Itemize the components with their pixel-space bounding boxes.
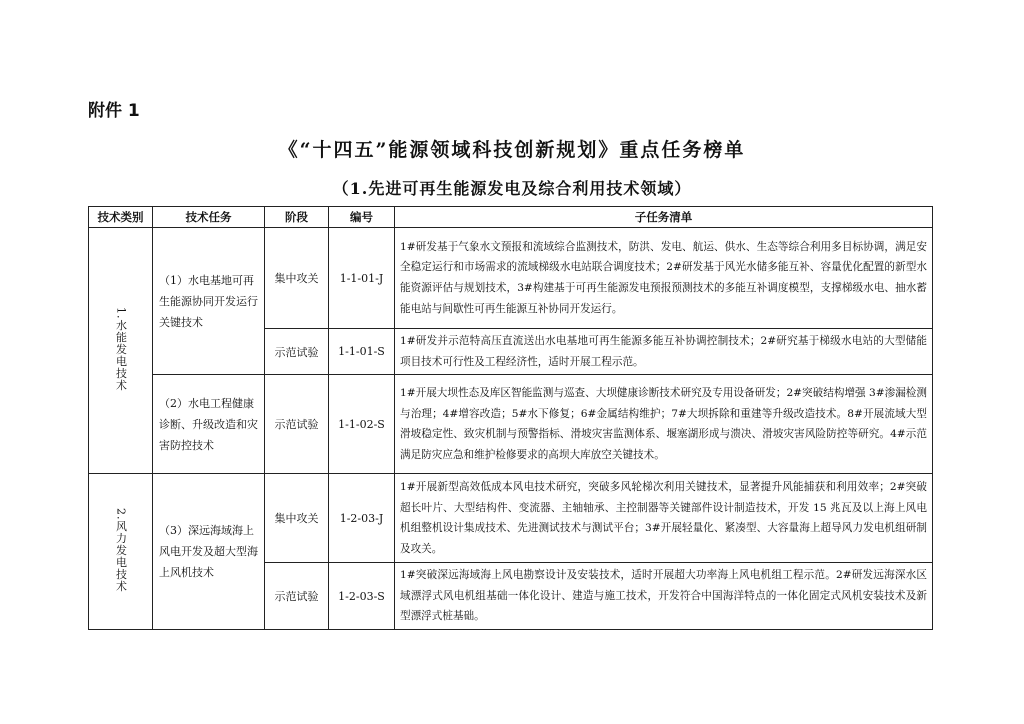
table-header-row [89,207,933,228]
task-cell: （2）水电工程健康诊断、升级改造和灾害防控技术 [153,375,265,474]
subtask-cell: 1#研发基于气象水文预报和流域综合监测技术，防洪、发电、航运、供水、生态等综合利用多目标协调，满足安全稳定运行和市场需求的流域梯级水电站联合调度技术；2#研发基于风光水储多能互补、容量优化配置的新型水能资源评估与规划技术，3#构建基于可再生能源发电预报预测技术的多能互补调度模型，支撑梯级水电、抽水蓄能电站与间歇性可再生能源互补协同开发运行。 [395,228,933,329]
code-cell: 1-1-01-S [329,329,395,375]
category-label: 1.水能发电技术 [114,306,128,392]
stage-cell: 示范试验 [265,329,329,375]
subtask-cell: 1#开展大坝性态及库区智能监测与巡查、大坝健康诊断技术研究及专用设备研发；2#突破结构增强 3#渗漏检测与治理；4#增容改造；5#水下修复；6#金属结构维护；7#大坝拆除和重建等升级改造技术。8#开展流域大型滑坡稳定性、致灾机制与预警指标、滑坡灾害监测体系、堰塞湖形成与溃决、滑坡灾害风险防控等研究。4#示范满足防灾应急和维护检修要求的高坝大库放空关键技术。 [395,375,933,474]
header-task: 技术任务 [153,207,265,228]
attachment-label: 附件 1 [88,101,140,121]
task-cell: （1）水电基地可再生能源协同开发运行关键技术 [153,228,265,375]
table-row [89,474,933,563]
header-stage: 阶段 [265,207,329,228]
task-list-table [88,206,933,630]
category-cell [89,474,153,630]
subtask-cell: 1#突破深远海域海上风电勘察设计及安装技术，适时开展超大功率海上风电机组工程示范。2#研发远海深水区域漂浮式风电机组基础一体化设计、建造与施工技术，开发符合中国海洋特点的一体化固定式风机安装技术及新型漂浮式桩基础。 [395,563,933,630]
table-row [89,228,933,329]
header-subtasks: 子任务清单 [395,207,933,228]
task-cell: （3）深远海域海上风电开发及超大型海上风机技术 [153,474,265,630]
category-label: 2.风力发电技术 [114,507,128,593]
code-cell: 1-2-03-J [329,474,395,563]
header-code: 编号 [329,207,395,228]
stage-cell: 集中攻关 [265,474,329,563]
stage-cell: 示范试验 [265,375,329,474]
code-cell: 1-1-02-S [329,375,395,474]
category-cell [89,228,153,474]
stage-cell: 集中攻关 [265,228,329,329]
table-row [89,375,933,474]
subtask-cell: 1#研发并示范特高压直流送出水电基地可再生能源多能互补协调控制技术；2#研究基于梯级水电站的大型储能项目技术可行性及工程经济性，适时开展工程示范。 [395,329,933,375]
code-cell: 1-1-01-J [329,228,395,329]
header-category: 技术类别 [89,207,153,228]
stage-cell: 示范试验 [265,563,329,630]
document-title: 《“十四五”能源领域科技创新规划》重点任务榜单 [278,139,746,161]
subtask-cell: 1#开展新型高效低成本风电技术研究，突破多风轮梯次利用关键技术，显著提升风能捕获和利用效率；2#突破超长叶片、大型结构件、变流器、主轴轴承、主控制器等关键部件设计制造技术，开发 15 兆瓦及以上海上风电机组整机设计集成技术、先进测试技术与测试平台；3#开展轻量化、紧凑型、大容量海上超导风力发电机组研制及攻关。 [395,474,933,563]
code-cell: 1-2-03-S [329,563,395,630]
document-subtitle: （1.先进可再生能源发电及综合利用技术领域） [332,179,692,198]
